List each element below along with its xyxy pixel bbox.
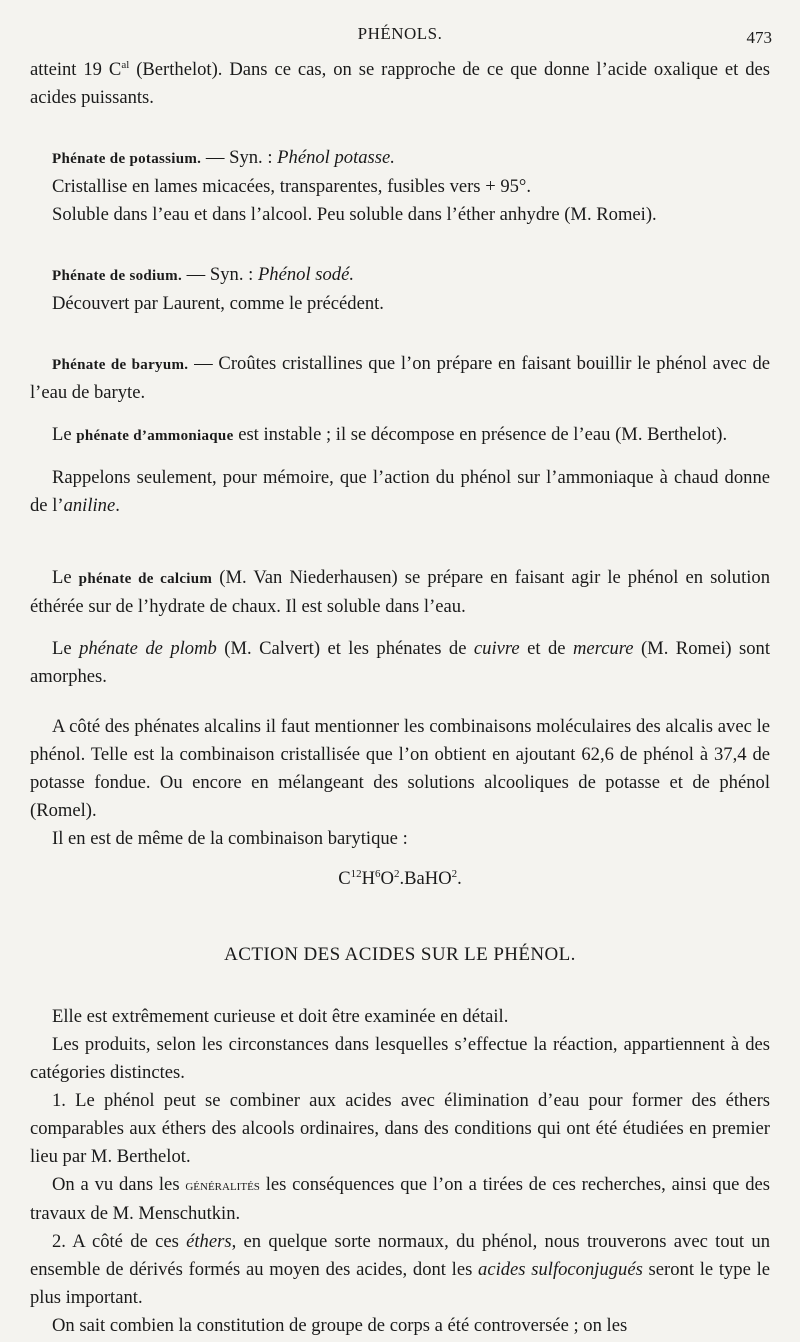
chemical-formula: $C^{12}H^6O^2.BaHO^2$. bbox=[338, 867, 462, 889]
entry-label: Phénate de sodium. bbox=[52, 268, 182, 284]
entry-label: phénate d’ammoniaque bbox=[76, 428, 234, 444]
entry-potassium-phenate: Phénate de potassium. — Syn. : Phénol potasse. bbox=[52, 147, 395, 168]
paragraph: Rappelons seulement, pour mémoire, que l’action du phénol sur l’ammoniaque à chaud donne de l’aniline. bbox=[30, 467, 770, 516]
paragraph: Le phénate d’ammoniaque est instable ; il se décompose en présence de l’eau (M. Berthelot). bbox=[52, 424, 728, 445]
paragraph: On a vu dans les généralités les conséquences que l’on a tirées de ces recherches, ainsi que des travaux de M. Menschutkin. bbox=[30, 1174, 770, 1224]
page-header bbox=[28, 24, 772, 52]
entry-label: phénate de calcium bbox=[78, 571, 213, 587]
paragraph: Elle est extrêmement curieuse et doit être examinée en détail. bbox=[52, 1006, 509, 1027]
entry-label: Phénate de potassium. bbox=[52, 151, 202, 167]
paragraph-continuation: atteint 19 $C^{al}$ (Berthelot). Dans ce cas, on se rapproche de ce que donne l’acide oxalique et des acides puissants. bbox=[30, 58, 770, 108]
entry-sodium-phenate: Phénate de sodium. — Syn. : Phénol sodé. bbox=[52, 264, 354, 285]
section-title: ACTION DES ACIDES SUR LE PHÉNOL. bbox=[224, 944, 576, 965]
entry-label: Phénate de baryum. bbox=[52, 357, 189, 373]
paragraph: Découvert par Laurent, comme le précédent. bbox=[52, 293, 384, 314]
paragraph: 2. A côté de ces éthers, en quelque sorte normaux, du phénol, nous trouverons avec tout un ensemble de dérivés formés au moyen des acides, dont les acides sulfoconjugués seront le type le plus important. bbox=[30, 1231, 770, 1308]
entry-calcium-phenate: Le phénate de calcium (M. Van Niederhausen) se prépare en faisant agir le phénol en solution éthérée sur de l’hydrate de chaux. Il est soluble dans l’eau. bbox=[30, 567, 770, 617]
page-number: 473 bbox=[746, 28, 772, 47]
synonym: Phénol sodé. bbox=[257, 264, 354, 285]
paragraph: Les produits, selon les circonstances dans lesquelles s’effectue la réaction, appartiennent à des catégories distinctes. bbox=[30, 1034, 770, 1083]
running-head: PHÉNOLS. bbox=[357, 24, 443, 43]
paragraph: Soluble dans l’eau et dans l’alcool. Peu soluble dans l’éther anhydre (M. Romei). bbox=[52, 204, 657, 225]
paragraph: Cristallise en lames micacées, transparentes, fusibles vers + 95°. bbox=[52, 176, 532, 197]
paragraph: Il en est de même de la combinaison barytique : bbox=[52, 828, 408, 849]
paragraph: 1. Le phénol peut se combiner aux acides avec élimination d’eau pour former des éthers comparables aux éthers des alcools ordinaires, dans des conditions qui ont été étudiées en premier lieu par M. Berthelot. bbox=[30, 1090, 770, 1167]
paragraph: On sait combien la constitution de groupe de corps a été controversée ; on les bbox=[52, 1315, 628, 1336]
paragraph: Le phénate de plomb (M. Calvert) et les phénates de cuivre et de mercure (M. Romei) sont amorphes. bbox=[30, 638, 771, 687]
entry-barium-phenate: Phénate de baryum. — Croûtes cristallines que l’on prépare en faisant bouillir le phénol avec de l’eau de baryte. bbox=[30, 353, 770, 403]
page-body bbox=[30, 56, 770, 1340]
synonym: Phénol potasse. bbox=[277, 147, 395, 168]
paragraph: A côté des phénates alcalins il faut mentionner les combinaisons moléculaires des alcalis avec le phénol. Telle est la combinaison cristallisée que l’on obtient en ajoutant 62,6 de phénol à 37,4 de potasse fondue. Ou encore en mélangeant des solutions alcooliques de potasse et de phénol (Romel). bbox=[30, 716, 770, 821]
